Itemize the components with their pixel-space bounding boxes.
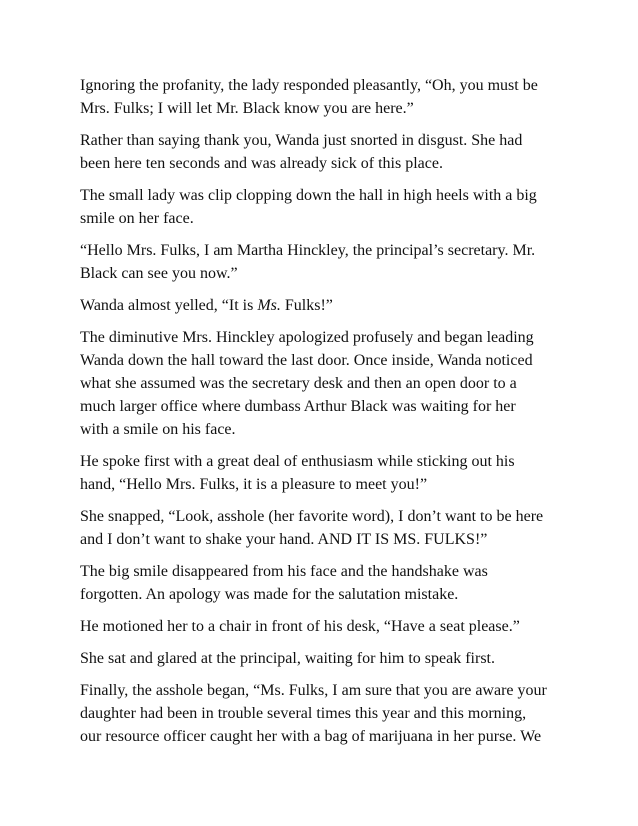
text-line: Finally, the asshole began, “Ms. Fulks, I am sure that you are aware your xyxy=(80,682,547,699)
paragraph-1 xyxy=(80,74,578,120)
paragraph-5 xyxy=(80,294,578,317)
paragraph-8 xyxy=(80,505,578,551)
text-line: what she assumed was the secretary desk and then an open door to a xyxy=(80,375,517,392)
text-line: The small lady was clip clopping down the hall in high heels with a big xyxy=(80,187,537,204)
text-line: forgotten. An apology was made for the salutation mistake. xyxy=(80,586,459,603)
text-line: She sat and glared at the principal, waiting for him to speak first. xyxy=(80,650,495,667)
text-line: The diminutive Mrs. Hinckley apologized profusely and began leading xyxy=(80,329,534,346)
text-line: The big smile disappeared from his face and the handshake was xyxy=(80,563,488,580)
paragraph-10 xyxy=(80,615,578,638)
text-line: daughter had been in trouble several times this year and this morning, xyxy=(80,705,527,722)
emphasized-text: Ms. xyxy=(257,297,281,314)
text-segment: Wanda almost yelled, “It is xyxy=(80,297,258,314)
paragraph-2 xyxy=(80,129,578,175)
paragraph-7 xyxy=(80,450,578,496)
text-line: smile on her face. xyxy=(80,210,194,227)
text-line: Rather than saying thank you, Wanda just snorted in disgust. She had xyxy=(80,132,523,149)
text-line: Black can see you now.” xyxy=(80,265,238,282)
text-line xyxy=(80,294,578,317)
text-line: He motioned her to a chair in front of his desk, “Have a seat please.” xyxy=(80,618,520,635)
paragraph-12 xyxy=(80,679,578,748)
text-line: “Hello Mrs. Fulks, I am Martha Hinckley, the principal’s secretary. Mr. xyxy=(80,242,536,259)
text-line: much larger office where dumbass Arthur Black was waiting for her xyxy=(80,398,516,415)
paragraph-3 xyxy=(80,184,578,230)
paragraph-11 xyxy=(80,647,578,670)
text-line: our resource officer caught her with a bag of marijuana in her purse. We xyxy=(80,728,542,745)
text-line: and I don’t want to shake your hand. AND IT IS MS. FULKS!” xyxy=(80,531,488,548)
text-segment: Fulks!” xyxy=(280,297,333,314)
text-line: Ignoring the profanity, the lady responded pleasantly, “Oh, you must be xyxy=(80,77,538,94)
text-line: She snapped, “Look, asshole (her favorite word), I don’t want to be here xyxy=(80,508,544,525)
text-line: He spoke first with a great deal of enthusiasm while sticking out his xyxy=(80,453,515,470)
paragraph-4 xyxy=(80,239,578,285)
text-line: been here ten seconds and was already sick of this place. xyxy=(80,155,443,172)
paragraph-6 xyxy=(80,326,578,441)
text-line: Mrs. Fulks; I will let Mr. Black know you are here.” xyxy=(80,100,414,117)
paragraph-9 xyxy=(80,560,578,606)
text-line: Wanda down the hall toward the last door. Once inside, Wanda noticed xyxy=(80,352,533,369)
text-line: hand, “Hello Mrs. Fulks, it is a pleasure to meet you!” xyxy=(80,476,428,493)
text-line: with a smile on his face. xyxy=(80,421,236,438)
